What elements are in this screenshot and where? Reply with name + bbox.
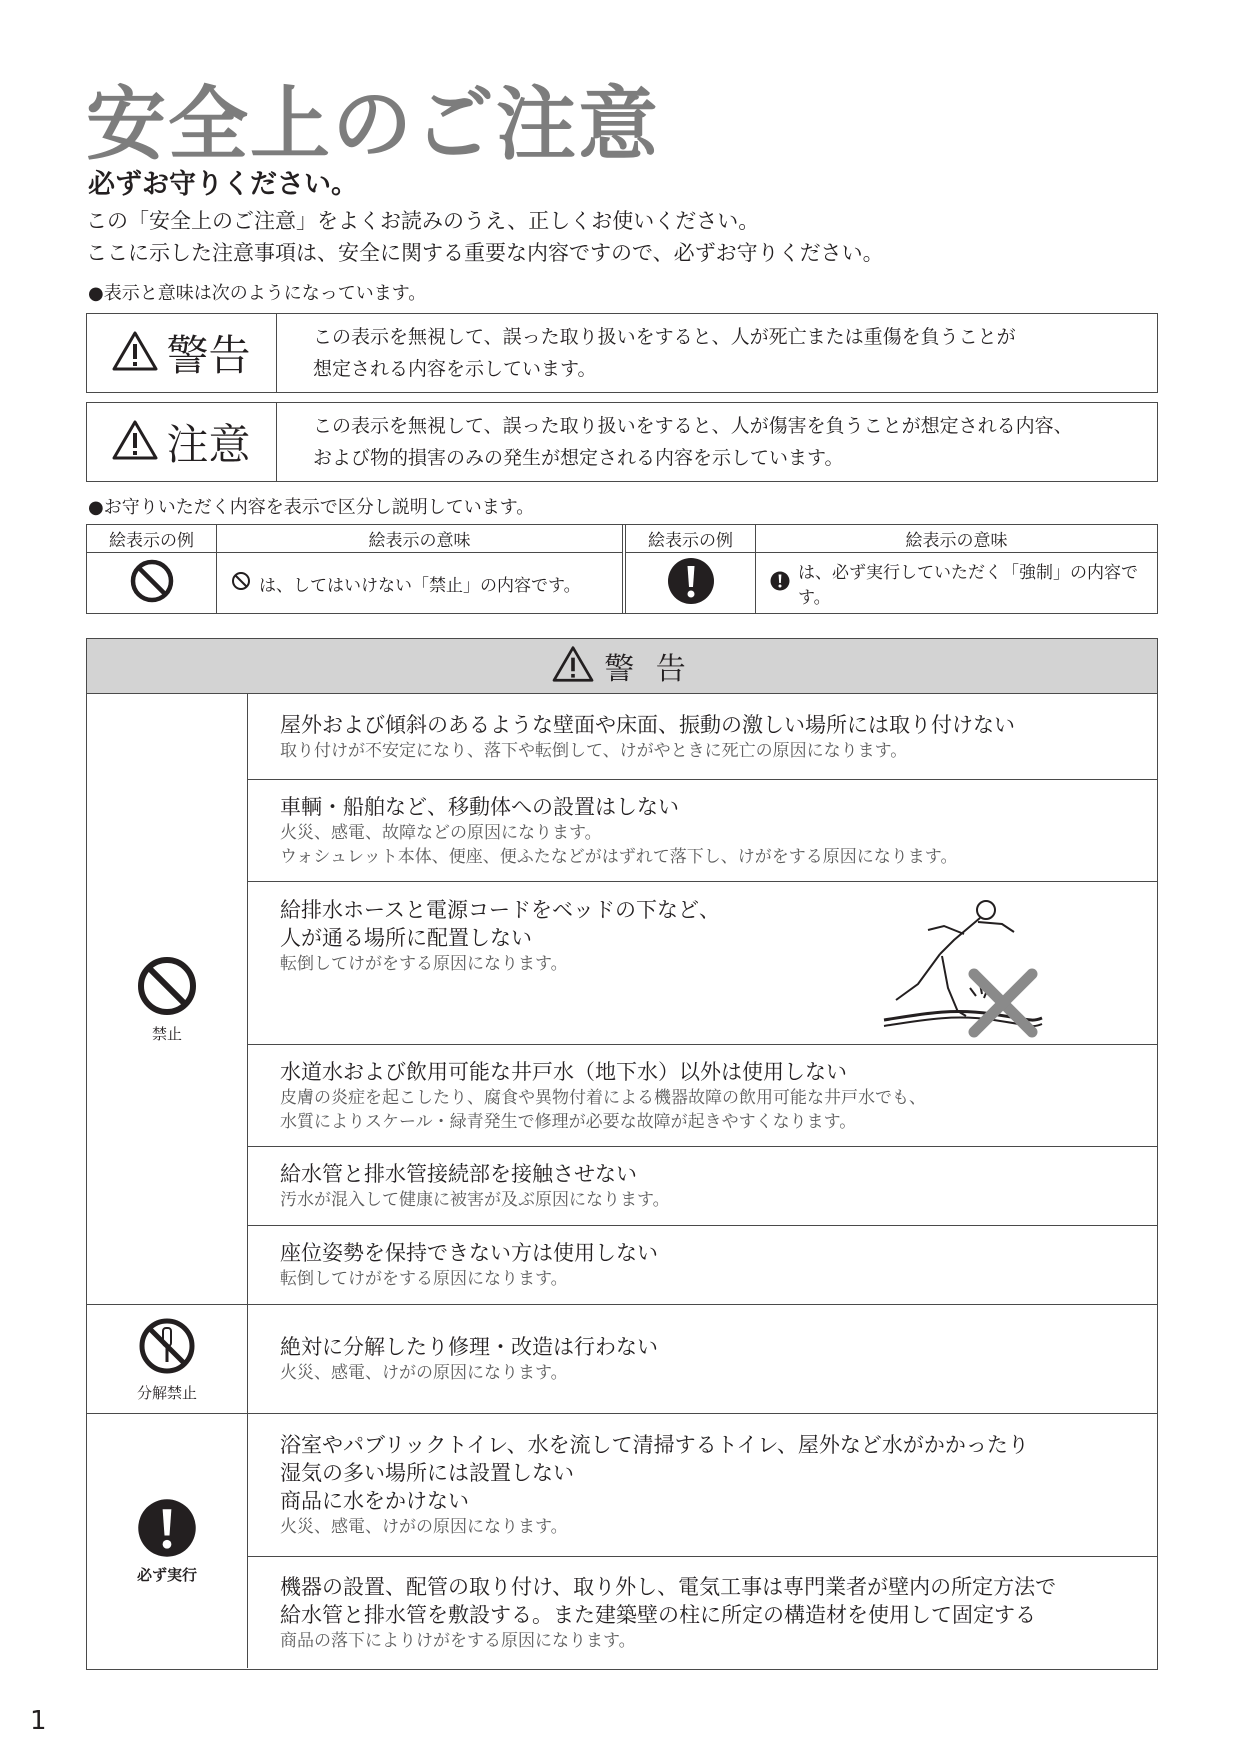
prohibit-caption: 禁止 [151,1024,182,1043]
legend-col-example: 絵表示の例 [87,525,217,552]
warning-item-heading: 浴室やパブリックトイレ、水を流して清掃するトイレ、屋外など水がかかったり [280,1433,1029,1457]
warning-item-heading: 給水管と排水管接続部を接触させない [280,1162,637,1186]
legend-bullet: ●お守りいただく内容を表示で区分し説明しています。 [88,497,535,518]
warning-item-heading: 水道水および飲用可能な井戸水（地下水）以外は使用しない [280,1059,847,1084]
caution-triangle-icon [112,419,158,465]
warning-item-heading: 商品に水をかけない [280,1489,469,1513]
mandatory-small-icon [770,571,790,596]
mandatory-group [87,1414,1157,1668]
warning-signal-box [86,313,1158,393]
warning-desc-line: この表示を無視して、誤った取り扱いをすると、人が死亡または重傷を負うことが [313,326,1016,348]
warning-desc-line: 想定される内容を示しています。 [313,358,597,380]
warning-item [248,1414,1157,1557]
warning-table [86,638,1158,1670]
caution-desc-line: および物的損害のみの発生が想定される内容を示しています。 [313,447,844,469]
mandatory-icon [137,1498,197,1562]
legend-col-meaning: 絵表示の意味 [368,531,471,551]
page-number: 1 [30,1706,47,1736]
intro-text [86,205,884,269]
warning-triangle-icon [552,645,594,687]
symbol-legend-table [86,524,1158,614]
warning-triangle-icon [112,330,158,376]
mandatory-meaning: は、必ず実行していただく「強制」の内容です。 [798,563,1138,608]
warning-item-heading: 給排水ホースと電源コードをベッドの下など、 [280,898,720,922]
intro-line: この「安全上のご注意」をよくお読みのうえ、正しくお使いください。 [86,209,760,233]
legend-col-meaning: 絵表示の意味 [905,531,1008,551]
prohibit-icon [136,955,198,1021]
warning-item-heading: 給水管と排水管を敷設する。また建築壁の柱に所定の構造材を使用して固定する [280,1602,1036,1627]
warning-item [248,1305,1157,1413]
warning-item [248,694,1157,780]
warning-item-heading: 絶対に分解したり修理・改造は行わない [280,1335,658,1359]
mandatory-caption: 必ず実行 [136,1565,197,1584]
prohibit-small-icon [231,571,251,596]
warning-item-detail: 転倒してけがをする原因になります。 [280,1269,568,1289]
warning-item-detail: 火災、感電、けがの原因になります。 [280,1517,568,1537]
signals-bullet: ●表示と意味は次のようになっています。 [88,283,427,304]
warning-item [248,882,1157,1045]
warning-item-detail: 商品の落下によりけがをする原因になります。 [280,1630,636,1651]
warning-table-title: 警 告 [604,652,692,687]
mandatory-icon [667,557,715,609]
warning-item-heading: 機器の設置、配管の取り付け、取り外し、電気工事は専門業者が壁内の所定方法で [280,1574,1057,1599]
warning-item-detail: 皮膚の炎症を起こしたり、腐食や異物付着による機器故障の飲用可能な井戸水でも、 [280,1087,926,1108]
caution-desc-line: この表示を無視して、誤った取り扱いをすると、人が傷害を負うことが想定される内容、 [313,415,1073,437]
warning-item [248,1147,1157,1226]
caution-label: 注意 [166,420,251,469]
warning-table-header [87,639,1157,694]
tripping-person-illustration [882,892,1047,1046]
warning-item-detail: ウォシュレット本体、便座、便ふたなどがはずれて落下し、けがをする原因になります。 [280,846,958,867]
warning-item-heading: 車輌・船舶など、移動体への設置はしない [280,794,679,819]
no-disassembly-icon [137,1316,197,1380]
intro-line: ここに示した注意事項は、安全に関する重要な内容ですので、必ずお守りください。 [86,241,884,265]
prohibit-meaning: は、してはいけない「禁止」の内容です。 [259,575,581,596]
warning-item-heading: 湿気の多い場所には設置しない [280,1461,574,1485]
warning-item [248,780,1157,882]
warning-item [248,1226,1157,1304]
warning-item-detail: 火災、感電、けがの原因になります。 [280,1363,568,1383]
warning-item-detail: 火災、感電、故障などの原因になります。 [280,822,602,843]
warning-item [248,1557,1157,1668]
warning-item-heading: 座位姿勢を保持できない方は使用しない [280,1241,658,1265]
warning-item [248,1045,1157,1147]
page-title: 安全上のご注意 [86,78,660,171]
prohibit-group [87,694,1157,1305]
warning-item-heading: 人が通る場所に配置しない [280,926,532,950]
warning-item-detail: 水質によりスケール・緑青発生で修理が必要な故障が起きやすくなります。 [280,1111,857,1132]
page-subtitle: 必ずお守りください。 [88,169,358,200]
warning-item-detail: 転倒してけがをする原因になります。 [280,954,568,974]
prohibit-icon [129,558,175,608]
disassembly-prohibit-group [87,1305,1157,1414]
legend-col-example: 絵表示の例 [626,525,756,552]
caution-signal-box [86,402,1158,482]
warning-item-heading: 屋外および傾斜のあるような壁面や床面、振動の激しい場所には取り付けない [280,712,1015,737]
warning-item-detail: 汚水が混入して健康に被害が及ぶ原因になります。 [280,1190,670,1210]
warning-label: 警告 [166,331,251,380]
warning-item-detail: 取り付けが不安定になり、落下や転倒して、けがやときに死亡の原因になります。 [280,740,908,761]
disassembly-prohibit-caption: 分解禁止 [136,1383,197,1402]
